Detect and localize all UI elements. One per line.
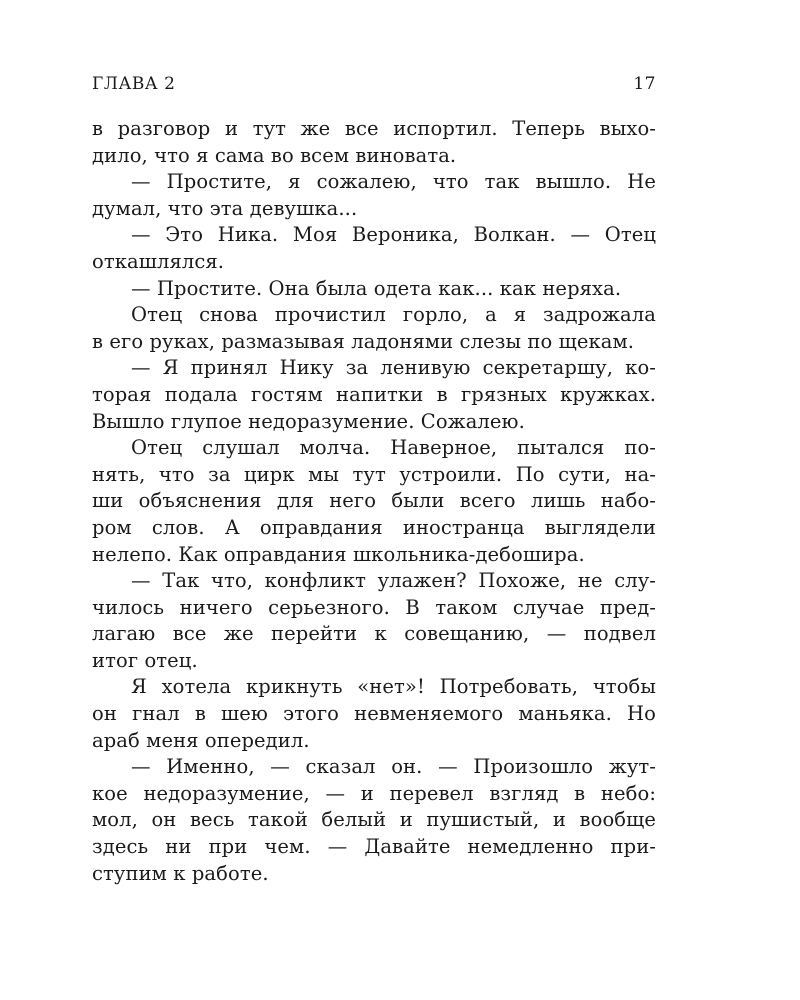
running-header — [92, 74, 656, 104]
text-line: араб меня опередил. — [92, 728, 310, 752]
text-line: мол, он весь такой белый и пушистый, и вообще — [92, 808, 656, 832]
text-line: дило, что я сама во всем виновата. — [92, 143, 457, 167]
text-line: Отец слушал молча. Наверное, пытался по- — [131, 436, 656, 460]
book-page — [92, 74, 656, 887]
text-line: в разговор и тут же все испортил. Теперь выхо- — [92, 117, 656, 140]
text-line: нять, что за цирк мы тут устроили. По сути, на- — [92, 462, 656, 486]
text-line: — Простите, я сожалею, что так вышло. Не — [131, 170, 656, 194]
text-line: думал, что эта девушка... — [92, 196, 358, 220]
text-line: он гнал в шею этого невменяемого маньяка. Но — [92, 702, 656, 726]
text-line: нелепо. Как оправдания школьника-дебошира. — [92, 542, 585, 566]
text-line: откашлялся. — [92, 249, 225, 273]
text-line: — Так что, конфликт улажен? Похоже, не слу- — [131, 569, 656, 593]
text-line: чилось ничего серьезного. В таком случае пред- — [92, 595, 656, 619]
text-line: ступим к работе. — [92, 861, 269, 885]
text-line: — Именно, — сказал он. — Произошло жут- — [131, 755, 656, 779]
text-line: — Это Ника. Моя Вероника, Волкан. — Отец — [131, 223, 656, 247]
text-line: в его руках, размазывая ладонями слезы по щекам. — [92, 329, 635, 353]
text-line: — Простите. Она была одета как... как неряха. — [131, 276, 622, 300]
text-line: Я хотела крикнуть «нет»! Потребовать, чтобы — [131, 675, 656, 699]
chapter-title: ГЛАВА 2 — [92, 74, 176, 94]
text-line: кое недоразумение, — и перевел взгляд в небо: — [92, 781, 656, 805]
body-text — [92, 116, 656, 887]
text-line: Отец снова прочистил горло, а я задрожала — [131, 303, 656, 327]
text-line: ром слов. А оправдания иностранца выглядели — [92, 515, 656, 539]
text-line: Вышло глупое недоразумение. Сожалею. — [92, 409, 525, 433]
text-line: ши объяснения для него были всего лишь набо- — [92, 489, 656, 513]
text-line: здесь ни при чем. — Давайте немедленно при- — [92, 835, 656, 859]
text-line: лагаю все же перейти к совещанию, — подвел — [92, 622, 656, 646]
page-number: 17 — [633, 74, 656, 94]
text-line: торая подала гостям напитки в грязных кружках. — [92, 382, 656, 406]
text-line: итог отец. — [92, 648, 198, 672]
text-line: — Я принял Нику за ленивую секретаршу, ко- — [131, 356, 656, 380]
